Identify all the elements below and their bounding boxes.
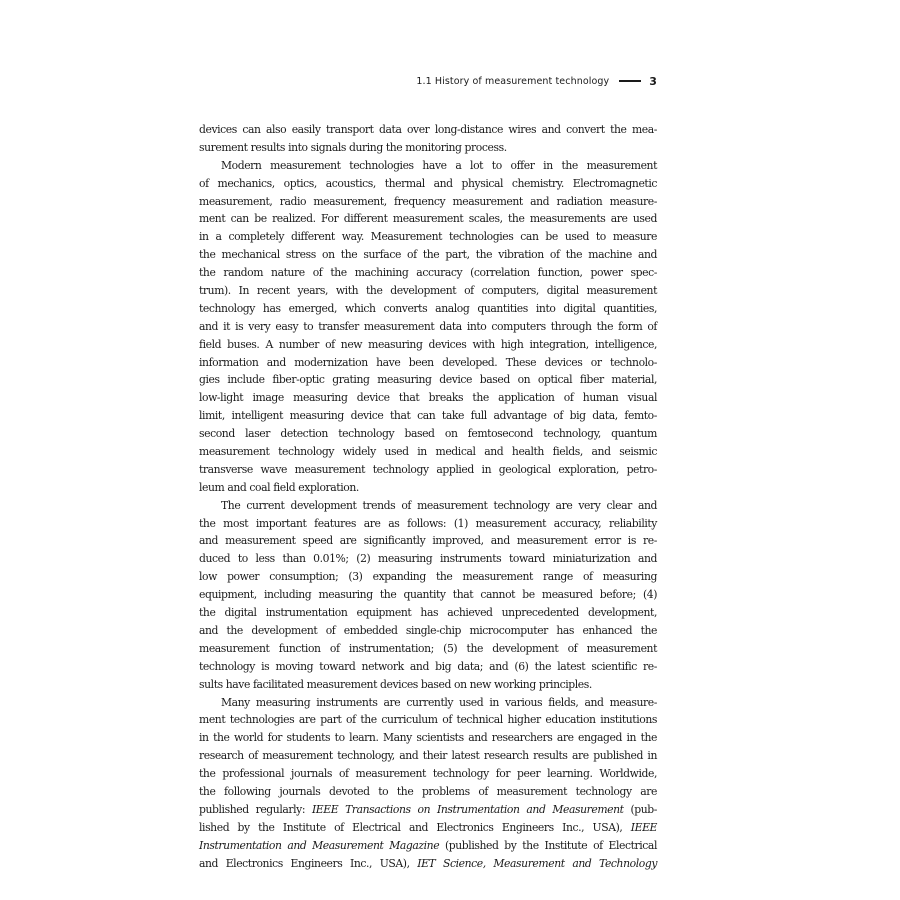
text-line: and the development of embedded single-chip microcomputer has enhanced the <box>199 623 657 637</box>
text-run: lished by the Institute of Electrical and Electronics Engineers Inc., USA), <box>199 820 631 834</box>
text-line: Modern measurement technologies have a lot to offer in the measurement <box>221 158 657 172</box>
journal-title: Instrumentation and Measurement Magazine <box>199 838 440 852</box>
running-header <box>199 74 657 88</box>
header-rule <box>619 80 641 82</box>
text-line: of mechanics, optics, acoustics, thermal and physical chemistry. Electromagnetic <box>199 176 657 190</box>
text-line: gies include fiber-optic grating measuring device based on optical fiber material, <box>199 373 657 387</box>
text-line: trum). In recent years, with the development of computers, digital measurement <box>199 284 657 298</box>
text-line: the professional journals of measurement technology for peer learning. Worldwide, <box>199 767 657 781</box>
section-title: 1.1 History of measurement technology <box>416 75 610 87</box>
text-line: technology has emerged, which converts analog quantities into digital quantities, <box>199 301 657 315</box>
text-line: limit, intelligent measuring device that can take full advantage of big data, femto- <box>199 409 657 423</box>
text-run: and Electronics Engineers Inc., USA), <box>199 856 418 870</box>
text-line: the random nature of the machining accuracy (correlation function, power spec- <box>199 266 657 280</box>
text-line: information and modernization have been developed. These devices or technolo- <box>199 355 657 369</box>
text-line: ment can be realized. For different measurement scales, the measurements are used <box>199 212 657 226</box>
text-line: surement results into signals during the monitoring process. <box>199 140 507 154</box>
text-line: duced to less than 0.01%; (2) measuring instruments toward miniaturization and <box>199 552 657 566</box>
text-line <box>199 855 657 873</box>
text-line: field buses. A number of new measuring devices with high integration, intelligence, <box>199 337 657 351</box>
text-line: the mechanical stress on the surface of the part, the vibration of the machine and <box>199 248 657 262</box>
text-line <box>199 801 657 819</box>
text-line: the digital instrumentation equipment has achieved unprecedented development, <box>199 606 657 620</box>
text-line <box>199 819 657 837</box>
text-run: (pub- <box>623 802 657 816</box>
text-line: low-light image measuring device that breaks the application of human visual <box>199 391 657 405</box>
text-line: and it is very easy to transfer measurement data into computers through the form of <box>199 319 657 333</box>
text-line: in a completely different way. Measurement technologies can be used to measure <box>199 230 657 244</box>
body-text <box>199 121 657 872</box>
text-line: leum and coal field exploration. <box>199 480 359 494</box>
text-line <box>199 837 657 855</box>
text-line: ment technologies are part of the curriculum of technical higher education institutions <box>199 713 657 727</box>
text-line: transverse wave measurement technology applied in geological exploration, petro- <box>199 462 657 476</box>
text-line: sults have facilitated measurement devices based on new working principles. <box>199 677 592 691</box>
text-line: in the world for students to learn. Many scientists and researchers are engaged in the <box>199 731 657 745</box>
journal-title: IEEE Transactions on Instrumentation and Measurement <box>311 802 624 816</box>
text-run: published regularly: <box>199 802 312 816</box>
text-line: and measurement speed are significantly improved, and measurement error is re- <box>199 534 657 548</box>
text-line: devices can also easily transport data over long-distance wires and convert the mea- <box>199 123 657 136</box>
text-line: the most important features are as follows: (1) measurement accuracy, reliability <box>199 516 657 530</box>
text-line: the following journals devoted to the problems of measurement technology are <box>199 784 657 798</box>
text-line: measurement, radio measurement, frequency measurement and radiation measure- <box>199 194 657 208</box>
journal-title: IEEE <box>630 820 657 834</box>
text-line: measurement function of instrumentation; (5) the development of measurement <box>199 641 657 655</box>
text-line: Many measuring instruments are currently used in various fields, and measure- <box>221 695 657 709</box>
page-number: 3 <box>649 74 657 88</box>
text-line: The current development trends of measurement technology are very clear and <box>221 498 657 512</box>
text-line: equipment, including measuring the quantity that cannot be measured before; (4) <box>199 588 657 602</box>
text-line: second laser detection technology based on femtosecond technology, quantum <box>199 427 657 441</box>
text-line: technology is moving toward network and big data; and (6) the latest scientific re- <box>199 659 657 673</box>
text-run: (published by the Institute of Electrical <box>439 838 657 852</box>
journal-title: IET Science, Measurement and Technology <box>417 856 657 870</box>
text-line: low power consumption; (3) expanding the measurement range of measuring <box>199 570 657 584</box>
text-line: research of measurement technology, and their latest research results are published in <box>199 749 657 763</box>
text-line: measurement technology widely used in medical and health fields, and seismic <box>199 445 657 459</box>
